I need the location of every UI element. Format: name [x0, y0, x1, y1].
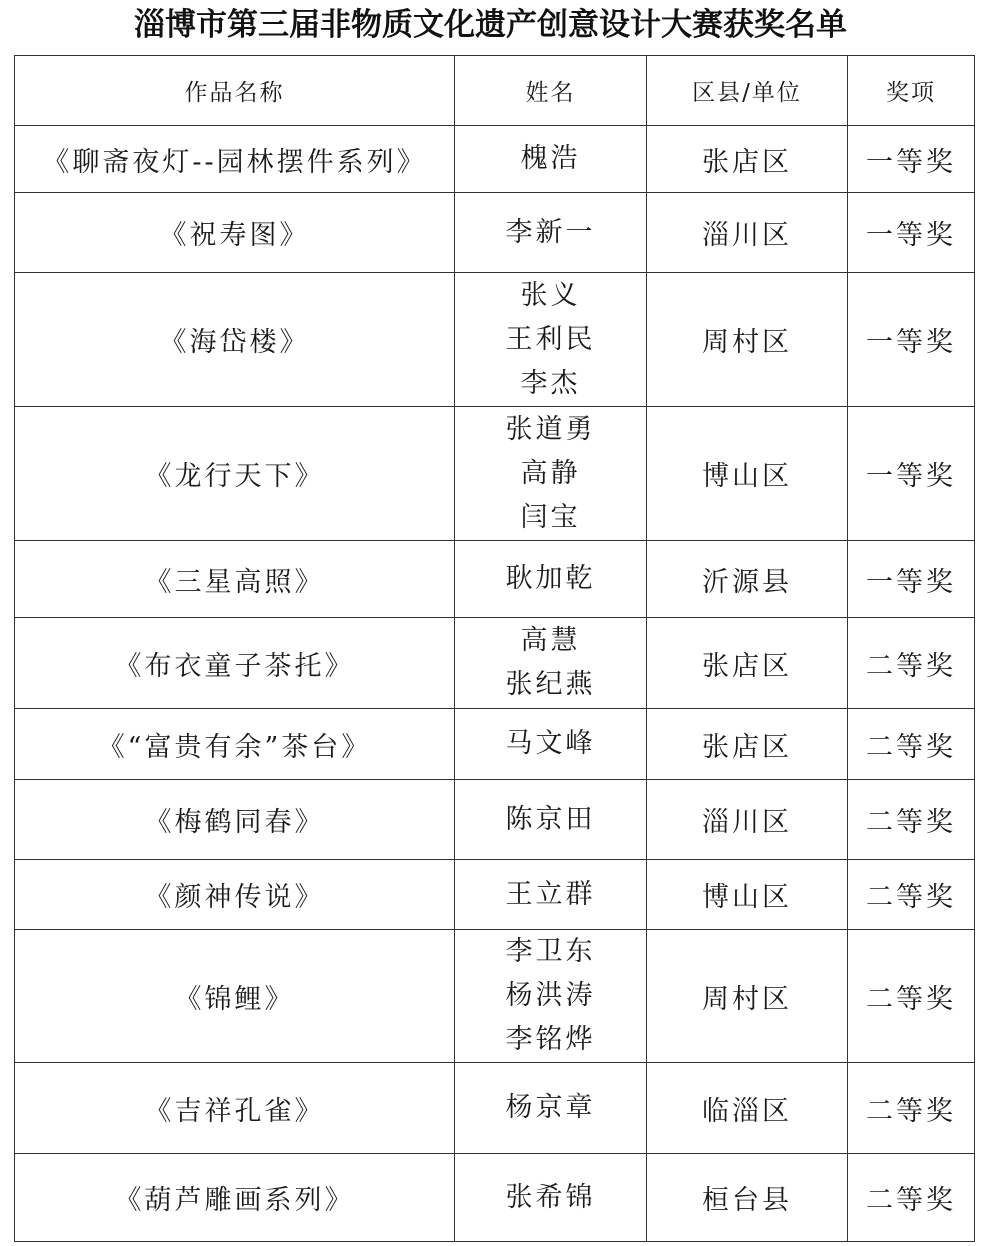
- names-cell: [455, 126, 647, 193]
- award-cell: 二等奖: [848, 930, 975, 1063]
- award-cell: 二等奖: [848, 709, 975, 780]
- person-name: 李卫东: [505, 936, 596, 967]
- table-row: [15, 709, 975, 780]
- person-name: 李新一: [505, 216, 596, 248]
- names-cell: [455, 780, 647, 860]
- table-row: [15, 126, 975, 193]
- person-name: 杨京章: [505, 1092, 596, 1123]
- district-cell: 桓台县: [647, 1154, 848, 1242]
- names-cell: [455, 709, 647, 780]
- names-cell: [455, 541, 647, 618]
- table-row: [15, 407, 975, 541]
- table-row: [15, 541, 975, 618]
- work-cell: 《三星高照》: [15, 541, 455, 618]
- names-cell: [455, 860, 647, 930]
- work-cell: 《布衣童子茶托》: [15, 618, 455, 709]
- person-name: 李杰: [520, 367, 581, 399]
- work-cell: 《龙行天下》: [15, 407, 455, 541]
- header-district: 区县/单位: [647, 56, 848, 126]
- header-name: 姓名: [455, 56, 647, 126]
- person-name: 王利民: [505, 323, 596, 355]
- table-row: [15, 1154, 975, 1242]
- work-cell: 《梅鹤同春》: [15, 780, 455, 860]
- work-cell: 《锦鲤》: [15, 930, 455, 1063]
- work-cell: 《聊斋夜灯--园林摆件系列》: [15, 126, 455, 193]
- person-name: 高静: [520, 457, 581, 489]
- award-cell: 一等奖: [848, 541, 975, 618]
- table-row: [15, 273, 975, 407]
- work-cell: 《颜神传说》: [15, 860, 455, 930]
- page-title: 淄博市第三届非物质文化遗产创意设计大赛获奖名单: [134, 7, 847, 43]
- award-cell: 一等奖: [848, 407, 975, 541]
- header-award: 奖项: [848, 56, 975, 126]
- person-name: 耿加乾: [505, 563, 596, 594]
- names-cell: [455, 407, 647, 541]
- district-cell: 张店区: [647, 709, 848, 780]
- district-cell: 淄川区: [647, 780, 848, 860]
- table-row: [15, 1063, 975, 1154]
- work-cell: 《祝寿图》: [15, 193, 455, 273]
- person-name: 槐浩: [520, 143, 581, 174]
- district-cell: 张店区: [647, 618, 848, 709]
- table-header-row: [15, 56, 975, 126]
- person-name: 杨洪涛: [505, 980, 596, 1011]
- names-cell: [455, 618, 647, 709]
- district-cell: 博山区: [647, 860, 848, 930]
- district-cell: 临淄区: [647, 1063, 848, 1154]
- person-name: 高慧: [520, 625, 581, 656]
- names-cell: [455, 273, 647, 407]
- award-cell: 二等奖: [848, 1063, 975, 1154]
- person-name: 王立群: [505, 878, 596, 910]
- names-cell: [455, 193, 647, 273]
- district-cell: 周村区: [647, 273, 848, 407]
- district-cell: 周村区: [647, 930, 848, 1063]
- district-cell: 博山区: [647, 407, 848, 541]
- names-cell: [455, 1154, 647, 1242]
- table-row: [15, 860, 975, 930]
- person-name: 张道勇: [505, 413, 596, 445]
- award-cell: 二等奖: [848, 618, 975, 709]
- district-cell: 沂源县: [647, 541, 848, 618]
- names-cell: [455, 930, 647, 1063]
- table-row: [15, 193, 975, 273]
- award-table: [14, 55, 975, 1242]
- district-cell: 张店区: [647, 126, 848, 193]
- district-cell: 淄川区: [647, 193, 848, 273]
- table-row: [15, 780, 975, 860]
- person-name: 张纪燕: [505, 669, 596, 700]
- person-name: 李铭烨: [505, 1024, 596, 1055]
- award-cell: 二等奖: [848, 860, 975, 930]
- person-name: 马文峰: [505, 728, 596, 759]
- work-cell: 《“富贵有余”茶台》: [15, 709, 455, 780]
- award-cell: 一等奖: [848, 273, 975, 407]
- award-cell: 二等奖: [848, 1154, 975, 1242]
- person-name: 张希锦: [505, 1181, 596, 1213]
- work-cell: 《海岱楼》: [15, 273, 455, 407]
- award-cell: 一等奖: [848, 193, 975, 273]
- person-name: 陈京田: [505, 803, 596, 835]
- table-row: [15, 930, 975, 1063]
- award-cell: 一等奖: [848, 126, 975, 193]
- person-name: 张义: [520, 279, 581, 311]
- names-cell: [455, 1063, 647, 1154]
- award-cell: 二等奖: [848, 780, 975, 860]
- person-name: 闫宝: [520, 501, 581, 533]
- work-cell: 《葫芦雕画系列》: [15, 1154, 455, 1242]
- work-cell: 《吉祥孔雀》: [15, 1063, 455, 1154]
- table-row: [15, 618, 975, 709]
- header-work: 作品名称: [15, 56, 455, 126]
